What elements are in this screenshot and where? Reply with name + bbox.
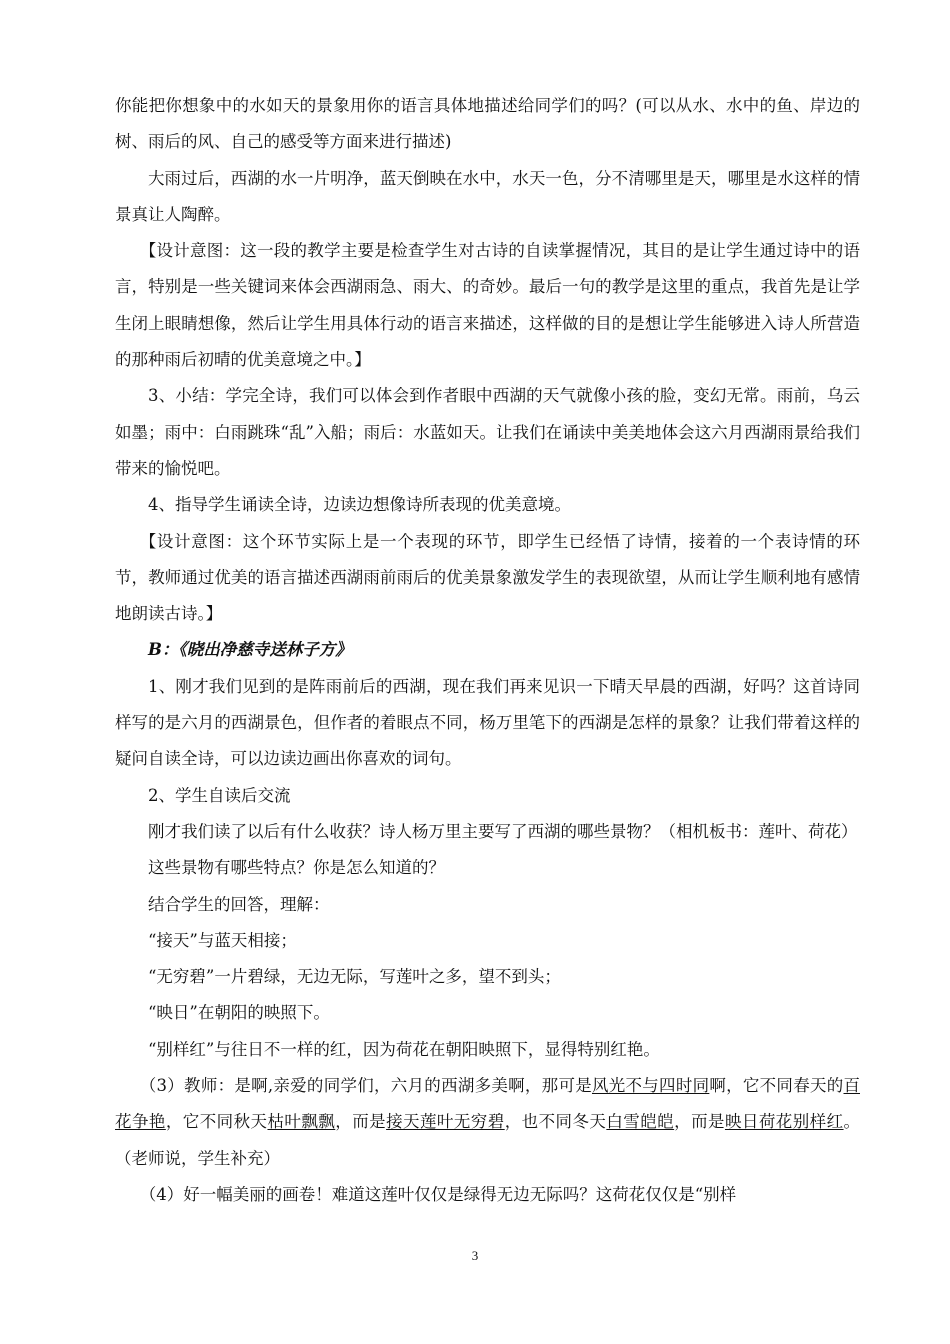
paragraph-design-intent-2: 【设计意图：这个环节实际上是一个表现的环节，即学生已经悟了诗情，接着的一个表诗情的环节，教师通过优美的语言描述西湖雨前雨后的优美景象激发学生的表现欲望，从而让学生顺利地有感情地朗读古诗。】 xyxy=(115,531,860,624)
underlined-phrase: 映日荷花别样红 xyxy=(724,1112,844,1132)
paragraph-teacher-3 xyxy=(115,1068,860,1177)
paragraph-jietian: “接天”与蓝天相接； xyxy=(148,930,297,950)
text-segment: ，它不同秋天 xyxy=(165,1112,268,1132)
underlined-phrase: 枯叶飘飘 xyxy=(267,1112,336,1132)
text-segment: ，而是 xyxy=(335,1112,387,1132)
paragraph-step-1: 1、刚才我们见到的是阵雨前后的西湖，现在我们再来见识一下晴天早晨的西湖，好吗？这首诗同样写的是六月的西湖景色，但作者的着眼点不同，杨万里笔下的西湖是怎样的景象？让我们带着这样的疑问自读全诗，可以边读边画出你喜欢的词句。 xyxy=(115,676,860,769)
paragraph-understand: 结合学生的回答，理解： xyxy=(148,894,330,914)
paragraph-design-intent-1: 【设计意图：这一段的教学主要是检查学生对古诗的自读掌握情况，其目的是让学生通过诗中的语言，特别是一些关键词来体会西湖雨急、雨大、的奇妙。最后一句的教学是这里的重点，我首先是让学生闭上眼睛想像，然后让学生用具体行动的语言来描述，这样做的目的是想让学生能够进入诗人所营造的那种雨后初晴的优美意境之中。】 xyxy=(115,241,860,370)
paragraph-step-4: （4）好一幅美丽的画卷！难道这莲叶仅仅是绿得无边无际吗？这荷花仅仅是“别样 xyxy=(139,1184,737,1204)
text-segment: ，也不同冬天 xyxy=(504,1112,607,1132)
section-heading-b: B：《晓出净慈寺送林子方》 xyxy=(148,640,352,660)
paragraph-describe-prompt: 你能把你想象中的水如天的景象用你的语言具体地描述给同学们的吗？(可以从水、水中的鱼、岸边的树、雨后的风、自己的感受等方面来进行描述) xyxy=(115,96,860,152)
paragraph-harvest-question: 刚才我们读了以后有什么收获？诗人杨万里主要写了西湖的哪些景物？（相机板书：莲叶、荷花） xyxy=(148,821,858,841)
paragraph-features-question: 这些景物有哪些特点？你是怎么知道的？ xyxy=(148,858,445,878)
paragraph-yingri: “映日”在朝阳的映照下。 xyxy=(148,1003,330,1023)
text-segment: ，而是 xyxy=(674,1112,725,1132)
underlined-phrase: 白雪皑皑 xyxy=(606,1112,675,1132)
underlined-phrase: 百花争艳 xyxy=(115,1076,860,1132)
document-body xyxy=(115,88,860,1213)
paragraph-after-rain: 大雨过后，西湖的水一片明净，蓝天倒映在水中，水天一色，分不清哪里是天，哪里是水这样的情景真让人陶醉。 xyxy=(115,168,860,224)
text-segment: 。（老师说，学生补充） xyxy=(115,1112,861,1168)
page-number: 3 xyxy=(471,1248,479,1263)
underlined-phrase: 接天莲叶无穷碧 xyxy=(386,1112,505,1132)
underlined-phrase: 风光不与四时同 xyxy=(591,1076,710,1096)
paragraph-wuqiongbi: “无穷碧”一片碧绿，无边无际，写莲叶之多，望不到头； xyxy=(148,967,561,987)
paragraph-bieyanghong: “别样红”与往日不一样的红，因为荷花在朝阳映照下，显得特别红艳。 xyxy=(148,1039,660,1059)
text-segment: 啊，它不同春天的 xyxy=(709,1076,844,1096)
paragraph-step-2: 2、学生自读后交流 xyxy=(148,785,291,805)
paragraph-summary: 3、小结：学完全诗，我们可以体会到作者眼中西湖的天气就像小孩的脸，变幻无常。雨前，乌云如墨；雨中：白雨跳珠“乱”入船；雨后：水蓝如天。让我们在诵读中美美地体会这六月西湖雨景给我们带来的愉悦吧。 xyxy=(115,386,860,478)
paragraph-guide-reading: 4、指导学生诵读全诗，边读边想像诗所表现的优美意境。 xyxy=(148,495,571,515)
text-segment: （3）教师：是啊,亲爱的同学们，六月的西湖多美啊，那可是 xyxy=(139,1076,592,1096)
